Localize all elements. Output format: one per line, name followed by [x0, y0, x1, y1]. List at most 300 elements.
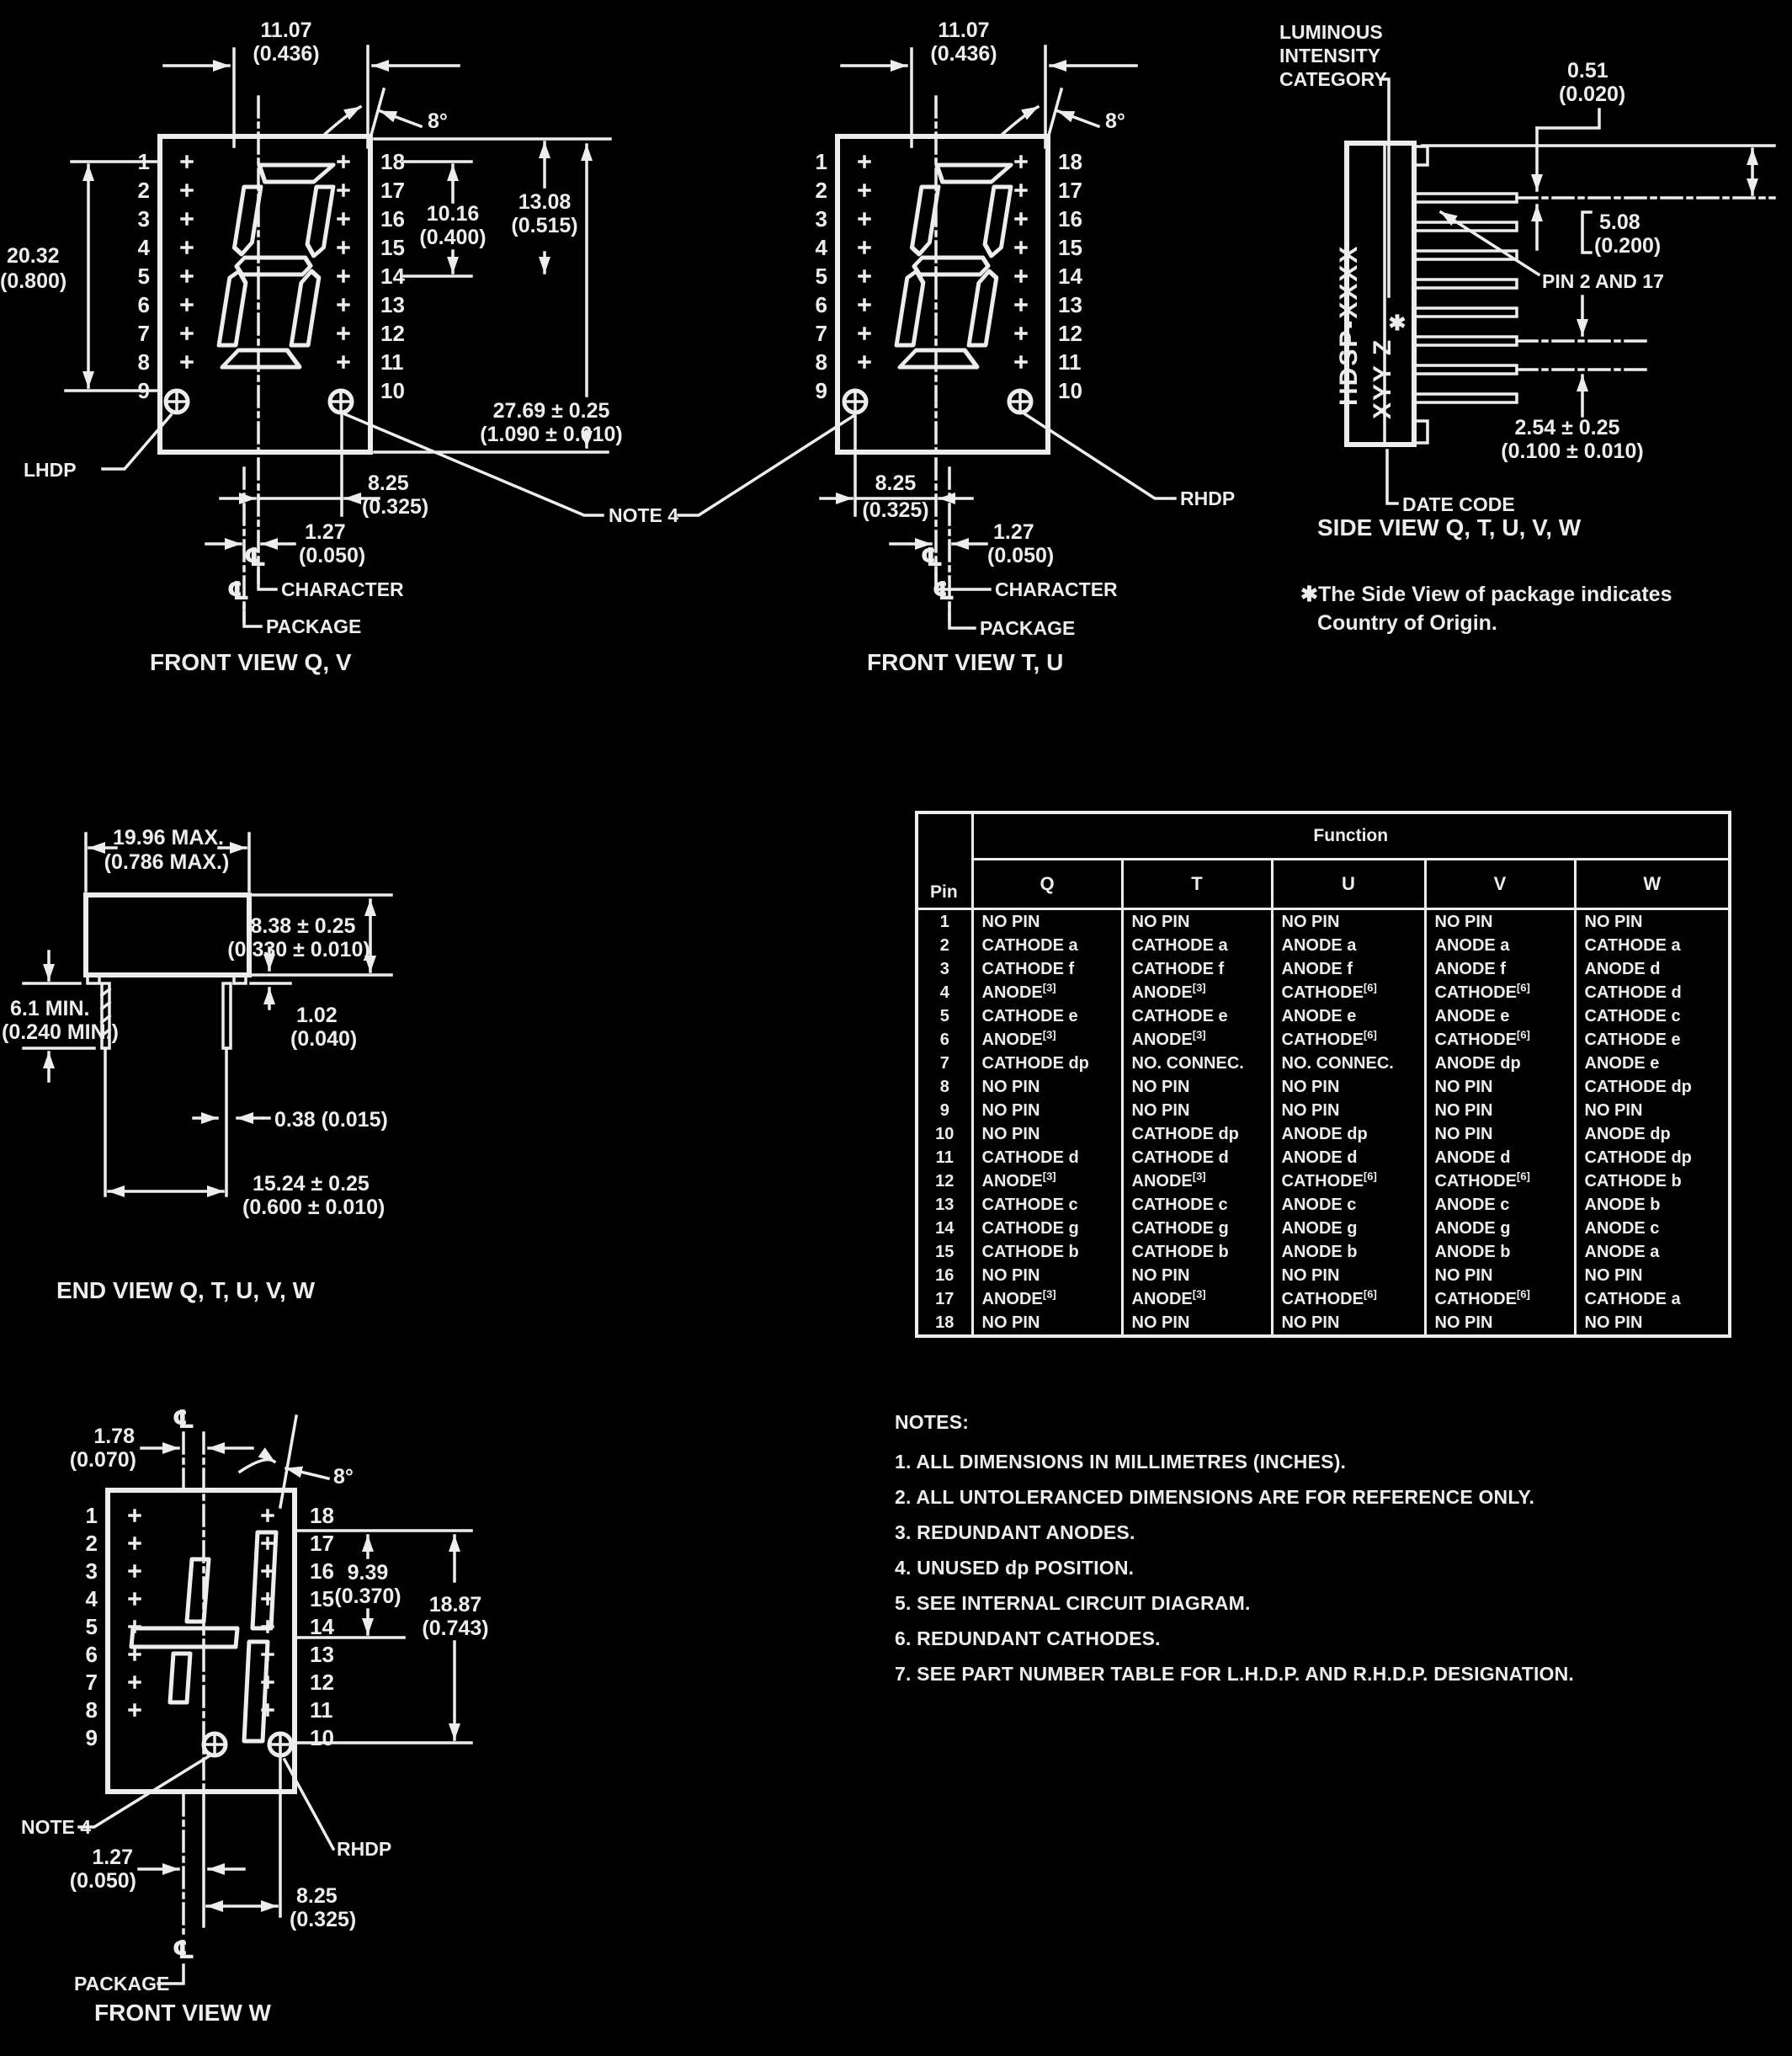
pin-number: 11 [1058, 349, 1082, 375]
pin-function-cell: NO PIN [1272, 909, 1425, 935]
end-foot-right [234, 975, 246, 983]
pin-function-cell: NO PIN [1122, 1099, 1272, 1122]
pin-number: 9 [137, 378, 150, 403]
side-luminous-line3: CATEGORY [1279, 68, 1387, 90]
w-dim-178-in: (0.070) [69, 1448, 136, 1472]
qv-unused-dp-cross [333, 394, 348, 409]
pin-function-cell: CATHODE b [972, 1240, 1122, 1264]
pin-number: 16 [310, 1558, 334, 1584]
pin-number: 3 [85, 1558, 98, 1584]
table-row [917, 1052, 1730, 1075]
pin-function-cell: ANODE e [1575, 1052, 1730, 1075]
w-rhdp-label: RHDP [337, 1838, 392, 1860]
rhdp-callout-label: RHDP [1180, 487, 1236, 509]
pin-function-cell: CATHODE dp [1575, 1146, 1730, 1169]
notes-block [895, 1411, 1753, 1698]
qv-dim-2769-mm: 27.69 ± 0.25 [492, 399, 610, 423]
w-dim-825-in: (0.325) [290, 1908, 357, 1931]
qv-angle-label: 8° [428, 109, 448, 133]
pin-number: 17 [1058, 178, 1082, 203]
pin-number: 2 [85, 1531, 98, 1556]
side-part-marking: HDSP-XXXX [1335, 244, 1363, 406]
pin-function-cell: CATHODE b [1575, 1169, 1730, 1193]
pin-function-cell: NO PIN [1425, 1122, 1575, 1146]
pin-number-cell: 1 [939, 912, 949, 931]
table-pin-header: Pin [917, 812, 972, 909]
w-angle-label: 8° [333, 1465, 354, 1489]
table-row [917, 1075, 1730, 1099]
pin-number: 6 [137, 292, 150, 317]
pin-function-cell: NO PIN [1425, 1264, 1575, 1287]
w-dim-127-in: (0.050) [69, 1869, 136, 1893]
pin-function-cell: ANODE[3] [1122, 981, 1272, 1004]
pin-number: 1 [137, 149, 150, 174]
pin-number: 6 [85, 1642, 98, 1667]
pin-number: 3 [137, 206, 150, 232]
w-pin-numbers-left [86, 1503, 98, 1750]
qv-dim-127-mm: 1.27 [305, 520, 346, 544]
pin-number: 6 [815, 292, 827, 317]
pin-function-cell: CATHODE[6] [1272, 1287, 1425, 1311]
qv-dim-width-mm: 11.07 [260, 19, 312, 42]
pin-number-cell: 12 [935, 1171, 954, 1190]
end-view-title: END VIEW Q, T, U, V, W [56, 1277, 316, 1303]
pin-number-cell: 11 [935, 1148, 954, 1167]
note-item: 7. SEE PART NUMBER TABLE FOR L.H.D.P. AND R.H.D.P. DESIGNATION. [895, 1663, 1575, 1685]
side-508-bracket [1582, 212, 1591, 253]
qv-lhdp-dp-cross [169, 394, 184, 409]
notes-list [895, 1451, 1753, 1686]
qv-dim-width-in: (0.436) [253, 42, 320, 66]
tu-package-centerline-symbol: ℄ [932, 577, 955, 606]
pin-function-cell: ANODE b [1575, 1193, 1730, 1217]
side-footnote-line1: ✱The Side View of package indicates [1300, 583, 1672, 606]
pin-number: 16 [380, 206, 405, 232]
qv-lhdp-label: LHDP [24, 459, 77, 481]
pin-function-cell: CATHODE[6] [1272, 981, 1425, 1004]
qv-seven-segment-digit [215, 165, 337, 367]
pin-number: 7 [137, 321, 150, 346]
tu-dim-width-in: (0.436) [930, 42, 997, 66]
pin-number-cell: 13 [935, 1195, 954, 1214]
pin-function-cell: CATHODE dp [1575, 1075, 1730, 1099]
side-date-marking: XYY Z [1369, 338, 1396, 419]
tu-seven-segment-digit [893, 165, 1014, 367]
qv-dim-height-in: (0.800) [0, 269, 67, 293]
pin-number: 8 [137, 349, 150, 375]
table-row [917, 1240, 1730, 1264]
end-foot-left [88, 975, 99, 983]
pin-number: 4 [815, 235, 827, 260]
tu-rhdp-dp-cross [1013, 394, 1028, 409]
table-col-w: W [1575, 860, 1730, 909]
qv-dim-1308-in: (0.515) [511, 214, 578, 237]
front-view-qv [0, 19, 623, 675]
tu-dim-width-mm: 11.07 [938, 19, 990, 42]
w-package-label: PACKAGE [74, 1973, 170, 1995]
pin-number: 2 [137, 178, 150, 203]
end-dim-102-mm: 1.02 [296, 1004, 338, 1027]
qv-character-label: CHARACTER [281, 578, 404, 600]
pin-function-cell: NO PIN [972, 909, 1122, 935]
end-dim-102-in: (0.040) [290, 1027, 358, 1051]
pin-number: 1 [815, 149, 827, 174]
note-item: 3. REDUNDANT ANODES. [895, 1521, 1135, 1543]
pin-function-cell: NO PIN [1575, 1311, 1730, 1336]
pin-number-cell: 8 [939, 1077, 949, 1096]
side-datecode-leader [1387, 450, 1397, 503]
pin-function-cell: ANODE dp [1425, 1052, 1575, 1075]
pin-function-cell: ANODE g [1425, 1217, 1575, 1240]
pin-function-cell: ANODE c [1272, 1193, 1425, 1217]
pin-function-cell: CATHODE[6] [1272, 1028, 1425, 1052]
pin-function-cell: NO PIN [972, 1075, 1122, 1099]
pin-function-cell: ANODE[3] [1122, 1169, 1272, 1193]
end-dim-61-mm: 6.1 MIN. [10, 997, 90, 1020]
pin-function-cell: CATHODE d [1575, 981, 1730, 1004]
pin-number-cell: 7 [939, 1053, 949, 1073]
pin-function-cell: CATHODE c [972, 1193, 1122, 1217]
pin-function-cell: CATHODE a [1575, 934, 1730, 957]
tu-angle-arrow-left [1000, 107, 1038, 136]
qv-angle-arrow-right [380, 111, 421, 126]
tu-pin-cross-marks-right [1016, 157, 1026, 367]
qv-pin-cross-marks-right [338, 157, 348, 367]
note-item: 6. REDUNDANT CATHODES. [895, 1627, 1161, 1649]
table-row [917, 934, 1730, 957]
pin-function-cell: NO. CONNEC. [1272, 1052, 1425, 1075]
pin-number: 4 [85, 1586, 98, 1611]
tu-title: FRONT VIEW T, U [867, 649, 1064, 675]
pin-function-cell: CATHODE e [972, 1004, 1122, 1028]
pin-number: 9 [815, 378, 827, 403]
side-datecode-label: DATE CODE [1402, 493, 1515, 515]
side-dim-254-mm: 2.54 ± 0.25 [1514, 416, 1620, 439]
pin-function-cell: ANODE[3] [972, 981, 1122, 1004]
qv-dim-1016-mm: 10.16 [426, 202, 480, 226]
pin-number: 14 [380, 264, 405, 289]
note-item: 5. SEE INTERNAL CIRCUIT DIAGRAM. [895, 1592, 1251, 1614]
pin-function-cell: CATHODE d [972, 1146, 1122, 1169]
table-row [917, 1122, 1730, 1146]
pin-function-cell: CATHODE f [972, 957, 1122, 981]
tu-package-label: PACKAGE [980, 617, 1076, 639]
qv-pin-numbers-right [380, 149, 405, 403]
pin-function-cell: NO PIN [972, 1099, 1122, 1122]
pin-number: 10 [1058, 378, 1082, 403]
pin-function-cell: ANODE d [1425, 1146, 1575, 1169]
table-row [917, 1099, 1730, 1122]
pin-function-table [915, 811, 1728, 1338]
table-row [917, 957, 1730, 981]
w-rhdp-leader [284, 1760, 333, 1849]
side-dim-508-in: (0.200) [1594, 234, 1662, 258]
pin-number: 17 [310, 1531, 334, 1556]
pin-function-cell: ANODE b [1272, 1240, 1425, 1264]
pin-function-cell: ANODE[3] [972, 1028, 1122, 1052]
pin-function-cell: NO PIN [1425, 909, 1575, 935]
note-item: 1. ALL DIMENSIONS IN MILLIMETRES (INCHES). [895, 1451, 1347, 1473]
table-function-header: Function [972, 812, 1730, 860]
pin-number-cell: 5 [939, 1006, 949, 1025]
pin-function-cell: CATHODE d [1122, 1146, 1272, 1169]
pin-function-cell: NO PIN [1425, 1311, 1575, 1336]
pin-number: 11 [310, 1697, 333, 1723]
table-col-v: V [1425, 860, 1575, 909]
end-dim-61-in: (0.240 MIN.) [2, 1020, 119, 1044]
pin-function-cell: NO PIN [1425, 1075, 1575, 1099]
pin-function-cell: CATHODE[6] [1425, 1287, 1575, 1311]
end-dim-width-in: (0.786 MAX.) [104, 850, 230, 874]
qv-dim-127-in: (0.050) [299, 544, 366, 567]
pin-number-cell: 18 [935, 1313, 954, 1332]
w-bottom-centerline-symbol: ℄ [172, 1936, 195, 1965]
pin-function-cell: ANODE a [1425, 934, 1575, 957]
tu-character-label: CHARACTER [995, 578, 1118, 600]
pin-number: 2 [815, 178, 827, 203]
pin-function-cell: CATHODE e [1122, 1004, 1272, 1028]
pin-function-cell: CATHODE dp [972, 1052, 1122, 1075]
tu-unused-dp-cross [848, 394, 863, 409]
qv-angle-arrow-left [322, 107, 360, 136]
pin-number: 12 [1058, 321, 1082, 346]
pin-function-cell: CATHODE a [1575, 1287, 1730, 1311]
qv-pin-numbers-left [138, 149, 151, 403]
note4-leader-right [678, 416, 853, 515]
w-title: FRONT VIEW W [94, 2000, 271, 2026]
pin-number: 5 [85, 1614, 98, 1639]
front-view-w [21, 1405, 489, 2026]
pin-number: 12 [380, 321, 405, 346]
pin-number-cell: 15 [935, 1242, 954, 1261]
pin-number: 15 [310, 1586, 334, 1611]
pin-function-cell: NO PIN [972, 1311, 1122, 1336]
pin-function-cell: NO PIN [1272, 1075, 1425, 1099]
pin-function-cell: CATHODE a [972, 934, 1122, 957]
table-col-q: Q [972, 860, 1122, 909]
side-dim-051-in: (0.020) [1559, 83, 1626, 106]
pin-number: 14 [310, 1614, 334, 1639]
w-angle-arrow-right [286, 1468, 328, 1478]
side-pitch-centerlines [1517, 341, 1646, 370]
pin-function-cell: CATHODE[6] [1425, 1028, 1575, 1052]
w-dim-178-mm: 1.78 [93, 1425, 135, 1448]
pin-number-cell: 16 [935, 1265, 954, 1285]
pin-function-cell: CATHODE g [1122, 1217, 1272, 1240]
pin-function-cell: ANODE[3] [1122, 1287, 1272, 1311]
pin-function-cell: CATHODE c [1122, 1193, 1272, 1217]
pin-number-cell: 4 [939, 983, 949, 1002]
pin-function-cell: CATHODE b [1122, 1240, 1272, 1264]
w-dim-939-in: (0.370) [334, 1585, 401, 1608]
side-footnote-line2: Country of Origin. [1317, 611, 1497, 635]
pin-function-cell: CATHODE e [1575, 1028, 1730, 1052]
end-dim-038: 0.38 (0.015) [274, 1108, 388, 1132]
qv-title: FRONT VIEW Q, V [150, 649, 352, 675]
qv-dim-height-mm: 20.32 [7, 244, 60, 268]
side-dim-051-mm: 0.51 [1567, 59, 1609, 83]
side-origin-mark: ✱ [1388, 312, 1406, 335]
tu-dim-127-mm: 1.27 [993, 520, 1034, 544]
pin-number: 16 [1058, 206, 1082, 232]
qv-character-centerline-symbol: ℄ [243, 543, 267, 573]
pin-function-cell: ANODE f [1425, 957, 1575, 981]
tu-dim-127-in: (0.050) [987, 544, 1055, 567]
pin-function-cell: ANODE g [1272, 1217, 1425, 1240]
pin-function-cell: NO PIN [972, 1122, 1122, 1146]
w-dim-825-mm: 8.25 [296, 1884, 338, 1908]
pin-function-cell: ANODE[3] [972, 1169, 1122, 1193]
tu-pin-numbers-left [816, 149, 828, 403]
tu-package-bracket [949, 605, 975, 628]
qv-dim-1308-mm: 13.08 [518, 190, 572, 214]
tu-slant-line [1045, 89, 1061, 147]
w-bottom-ext-lines [204, 1758, 280, 1926]
pin-function-cell: ANODE dp [1272, 1122, 1425, 1146]
side-view [1279, 21, 1774, 635]
table-row [917, 1193, 1730, 1217]
pin-number: 8 [815, 349, 827, 375]
table-row [917, 1217, 1730, 1240]
pin-number-cell: 17 [935, 1289, 954, 1308]
pin-function-cell: ANODE a [1272, 934, 1425, 957]
table-row [917, 1287, 1730, 1311]
pin-number: 9 [85, 1725, 98, 1750]
side-dim-508-mm: 5.08 [1599, 210, 1640, 234]
pin-function-cell: ANODE c [1425, 1193, 1575, 1217]
tu-angle-arrow-right [1058, 111, 1098, 126]
table-row [917, 1264, 1730, 1287]
pin-number: 13 [1058, 292, 1082, 317]
pin-function-cell: NO PIN [1575, 1264, 1730, 1287]
pin-function-cell: ANODE[3] [1122, 1028, 1272, 1052]
pin-function-cell: NO PIN [972, 1264, 1122, 1287]
note-item: 4. UNUSED dp POSITION. [895, 1557, 1135, 1579]
end-dim-1524-mm: 15.24 ± 0.25 [253, 1172, 370, 1196]
w-unused-dp-cross [207, 1737, 222, 1752]
pin-number: 5 [815, 264, 827, 289]
notes-heading: NOTES: [895, 1411, 970, 1433]
pin-function-cell: ANODE[3] [972, 1287, 1122, 1311]
w-angle-arrow-left [240, 1460, 274, 1472]
pin-number: 8 [85, 1697, 98, 1723]
end-view [2, 826, 391, 1303]
pin-number-cell: 2 [939, 935, 949, 955]
pin-function-cell: ANODE c [1575, 1217, 1730, 1240]
pin-function-cell: ANODE e [1272, 1004, 1425, 1028]
pin-number: 18 [310, 1503, 334, 1528]
end-dim-width-mm: 19.96 MAX. [112, 826, 225, 850]
table-row [917, 1311, 1730, 1336]
pin-function-cell: CATHODE a [1122, 934, 1272, 957]
side-luminous-line1: LUMINOUS [1279, 21, 1383, 43]
pin-number: 18 [1058, 149, 1082, 174]
tu-pin-numbers-right [1058, 149, 1082, 403]
tu-angle-label: 8° [1105, 109, 1125, 133]
pin-function-cell: ANODE a [1575, 1240, 1730, 1264]
pin-function-cell: CATHODE f [1122, 957, 1272, 981]
table-row [917, 1028, 1730, 1052]
table-row [917, 1146, 1730, 1169]
pin-number: 1 [85, 1503, 98, 1528]
end-body-outline [86, 895, 249, 975]
tu-dim-825-in: (0.325) [862, 498, 929, 522]
end-lead-right [223, 983, 231, 1048]
side-dim-254-in: (0.100 ± 0.010) [1501, 439, 1644, 463]
pin-number: 10 [310, 1725, 334, 1750]
pin-number: 7 [815, 321, 827, 346]
pin-function-cell: CATHODE[6] [1272, 1169, 1425, 1193]
w-pin-numbers-right [310, 1503, 334, 1750]
pin-number: 10 [380, 378, 405, 403]
table-row [917, 909, 1730, 935]
pin-number: 14 [1058, 264, 1082, 289]
w-dim-939-mm: 9.39 [347, 1561, 389, 1585]
pin-function-cell: ANODE d [1272, 1146, 1425, 1169]
qv-dim-2769-in: (1.090 ± 0.010) [480, 423, 623, 446]
pin-number-cell: 10 [935, 1124, 954, 1143]
pin-number-cell: 9 [939, 1100, 949, 1120]
table-col-u: U [1272, 860, 1425, 909]
w-dim-127-mm: 1.27 [92, 1846, 133, 1869]
pin-function-cell: NO PIN [1122, 1264, 1272, 1287]
side-luminous-line2: INTENSITY [1279, 45, 1381, 67]
pin-number: 13 [380, 292, 405, 317]
pin-number-cell: 3 [939, 959, 949, 978]
pin-number: 13 [310, 1642, 334, 1667]
qv-character-bracket [258, 571, 276, 589]
side-051-leader [1537, 109, 1599, 128]
end-dim-838-mm: 8.38 ± 0.25 [250, 914, 356, 938]
w-note4-label: NOTE 4 [21, 1816, 92, 1838]
pin-function-cell: NO. CONNEC. [1122, 1052, 1272, 1075]
note-item: 2. ALL UNTOLERANCED DIMENSIONS ARE FOR REFERENCE ONLY. [895, 1486, 1535, 1508]
table-row [917, 981, 1730, 1004]
w-dim-1887-in: (0.743) [422, 1617, 489, 1640]
w-plusone-character [131, 1532, 276, 1741]
pin-function-cell: ANODE dp [1575, 1122, 1730, 1146]
end-lead-centerlines [105, 1048, 226, 1196]
pin-number-cell: 14 [935, 1218, 954, 1238]
pin-number: 7 [85, 1670, 98, 1695]
pin-function-cell: CATHODE[6] [1425, 981, 1575, 1004]
pin-function-cell: NO PIN [1122, 1075, 1272, 1099]
pin-function-cell: ANODE f [1272, 957, 1425, 981]
w-pin-cross-marks-left [130, 1510, 140, 1715]
pin-function-cell: CATHODE c [1575, 1004, 1730, 1028]
tu-pin-cross-marks-left [859, 157, 869, 367]
pin-number-cell: 6 [939, 1030, 949, 1049]
pin-number: 11 [380, 349, 404, 375]
pin-function-cell: NO PIN [1425, 1099, 1575, 1122]
tu-dim-825-mm: 8.25 [875, 471, 917, 495]
table-row [917, 1169, 1730, 1193]
pin-function-cell: ANODE e [1425, 1004, 1575, 1028]
pin-function-cell: CATHODE dp [1122, 1122, 1272, 1146]
pin-number: 15 [1058, 235, 1082, 260]
table-row [917, 1004, 1730, 1028]
pin-table-body [917, 909, 1730, 1337]
pin-function-cell: NO PIN [1575, 909, 1730, 935]
pin-function-cell: NO PIN [1575, 1099, 1730, 1122]
qv-dim-825-in: (0.325) [362, 495, 429, 519]
tu-character-centerline-symbol: ℄ [920, 543, 944, 573]
pin-function-cell: NO PIN [1122, 1311, 1272, 1336]
qv-pin-cross-marks-left [182, 157, 192, 367]
qv-package-centerline-symbol: ℄ [226, 577, 250, 606]
qv-package-bracket [244, 605, 261, 626]
pin-function-cell: ANODE b [1425, 1240, 1575, 1264]
